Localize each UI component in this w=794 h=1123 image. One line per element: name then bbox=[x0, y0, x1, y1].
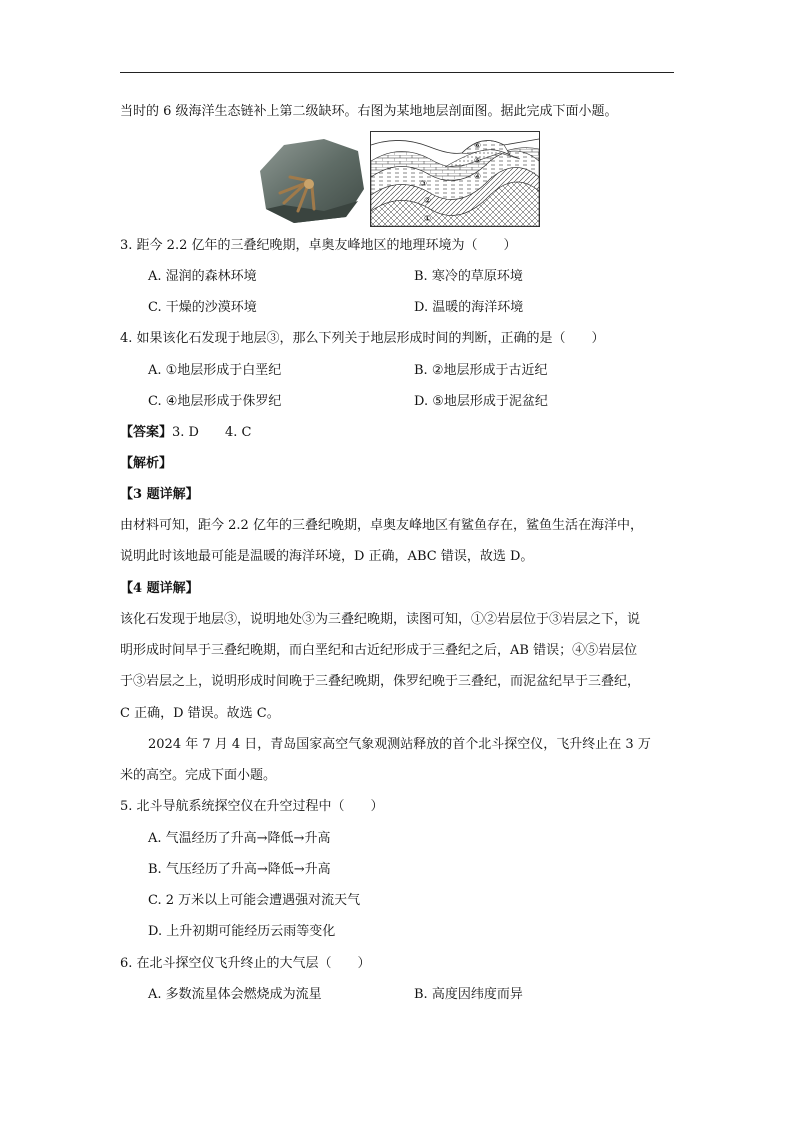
q6-option-a: A. 多数流星体会燃烧成为流星 bbox=[148, 987, 322, 1002]
passage-2-line-1: 2024 年 7 月 4 日，青岛国家高空气象观测站释放的首个北斗探空仪，飞升终止在 3 万 bbox=[148, 737, 651, 752]
answer-text: 3. D 4. C bbox=[172, 425, 252, 440]
q3-detail-line-1: 由材料可知，距今 2.2 亿年的三叠纪晚期，卓奥友峰地区有鲨鱼存在，鲨鱼生活在海洋中， bbox=[120, 518, 643, 533]
question-3-stem: 3. 距今 2.2 亿年的三叠纪晚期，卓奥友峰地区的地理环境为（ ） bbox=[120, 238, 517, 253]
layer-label-5: ⑤ bbox=[474, 156, 482, 165]
q3-detail-line-2: 说明此时该地最可能是温暖的海洋环境，D 正确，ABC 错误，故选 D。 bbox=[120, 549, 534, 564]
question-5-stem: 5. 北斗导航系统探空仪在升空过程中（ ） bbox=[120, 799, 384, 814]
layer-label-4: ④ bbox=[474, 172, 482, 181]
strata-section-diagram bbox=[370, 131, 540, 227]
header-rule bbox=[120, 72, 674, 73]
question-6-stem: 6. 在北斗探空仪飞升终止的大气层（ ） bbox=[120, 956, 371, 971]
answer-label: 【答案】 bbox=[120, 425, 173, 440]
q5-option-a: A. 气温经历了升高→降低→升高 bbox=[148, 831, 331, 846]
q4-option-c: C. ④地层形成于侏罗纪 bbox=[148, 394, 282, 409]
q4-detail-line-3: 于③岩层之上，说明形成时间晚于三叠纪晚期，侏罗纪晚于三叠纪，而泥盆纪早于三叠纪， bbox=[120, 674, 641, 689]
q3-option-c: C. 干燥的沙漠环境 bbox=[148, 300, 257, 315]
question-4-stem: 4. 如果该化石发现于地层③，那么下列关于地层形成时间的判断，正确的是（ ） bbox=[120, 331, 605, 346]
q5-option-c: C. 2 万米以上可能会遭遇强对流天气 bbox=[148, 893, 361, 908]
q3-detail-label: 【3 题详解】 bbox=[120, 487, 199, 502]
fossil-photo bbox=[254, 131, 366, 227]
q3-option-b: B. 寒冷的草原环境 bbox=[414, 269, 523, 284]
q4-detail-line-2: 明形成时间早于三叠纪晚期，而白垩纪和古近纪形成于三叠纪之后，AB 错误；④⑤岩层位 bbox=[120, 643, 638, 658]
q5-option-d: D. 上升初期可能经历云雨等变化 bbox=[148, 924, 336, 939]
layer-label-2: ② bbox=[424, 196, 432, 205]
q4-detail-line-1: 该化石发现于地层③，说明地处③为三叠纪晚期，读图可知，①②岩层位于③岩层之下，说 bbox=[120, 612, 641, 627]
intro-text: 当时的 6 级海洋生态链补上第二级缺环。右图为某地地层剖面图。据此完成下面小题。 bbox=[120, 104, 618, 119]
layer-label-6: ⑥ bbox=[474, 141, 482, 150]
q4-detail-label: 【4 题详解】 bbox=[120, 581, 199, 596]
q3-option-d: D. 温暖的海洋环境 bbox=[414, 300, 524, 315]
answer-line bbox=[120, 423, 680, 443]
analysis-label: 【解析】 bbox=[120, 456, 173, 471]
q3-option-a: A. 湿润的森林环境 bbox=[148, 269, 257, 284]
layer-label-1: ① bbox=[424, 214, 432, 223]
q4-option-d: D. ⑤地层形成于泥盆纪 bbox=[414, 394, 548, 409]
q6-option-b: B. 高度因纬度而异 bbox=[414, 987, 523, 1002]
q4-option-a: A. ①地层形成于白垩纪 bbox=[148, 363, 282, 378]
passage-2-line-2: 米的高空。完成下面小题。 bbox=[120, 768, 277, 783]
q4-option-b: B. ②地层形成于古近纪 bbox=[414, 363, 548, 378]
q4-detail-line-4: C 正确，D 错误。故选 C。 bbox=[120, 706, 280, 721]
figure bbox=[254, 131, 540, 227]
q5-option-b: B. 气压经历了升高→降低→升高 bbox=[148, 862, 331, 877]
layer-label-3: ③ bbox=[420, 179, 428, 188]
